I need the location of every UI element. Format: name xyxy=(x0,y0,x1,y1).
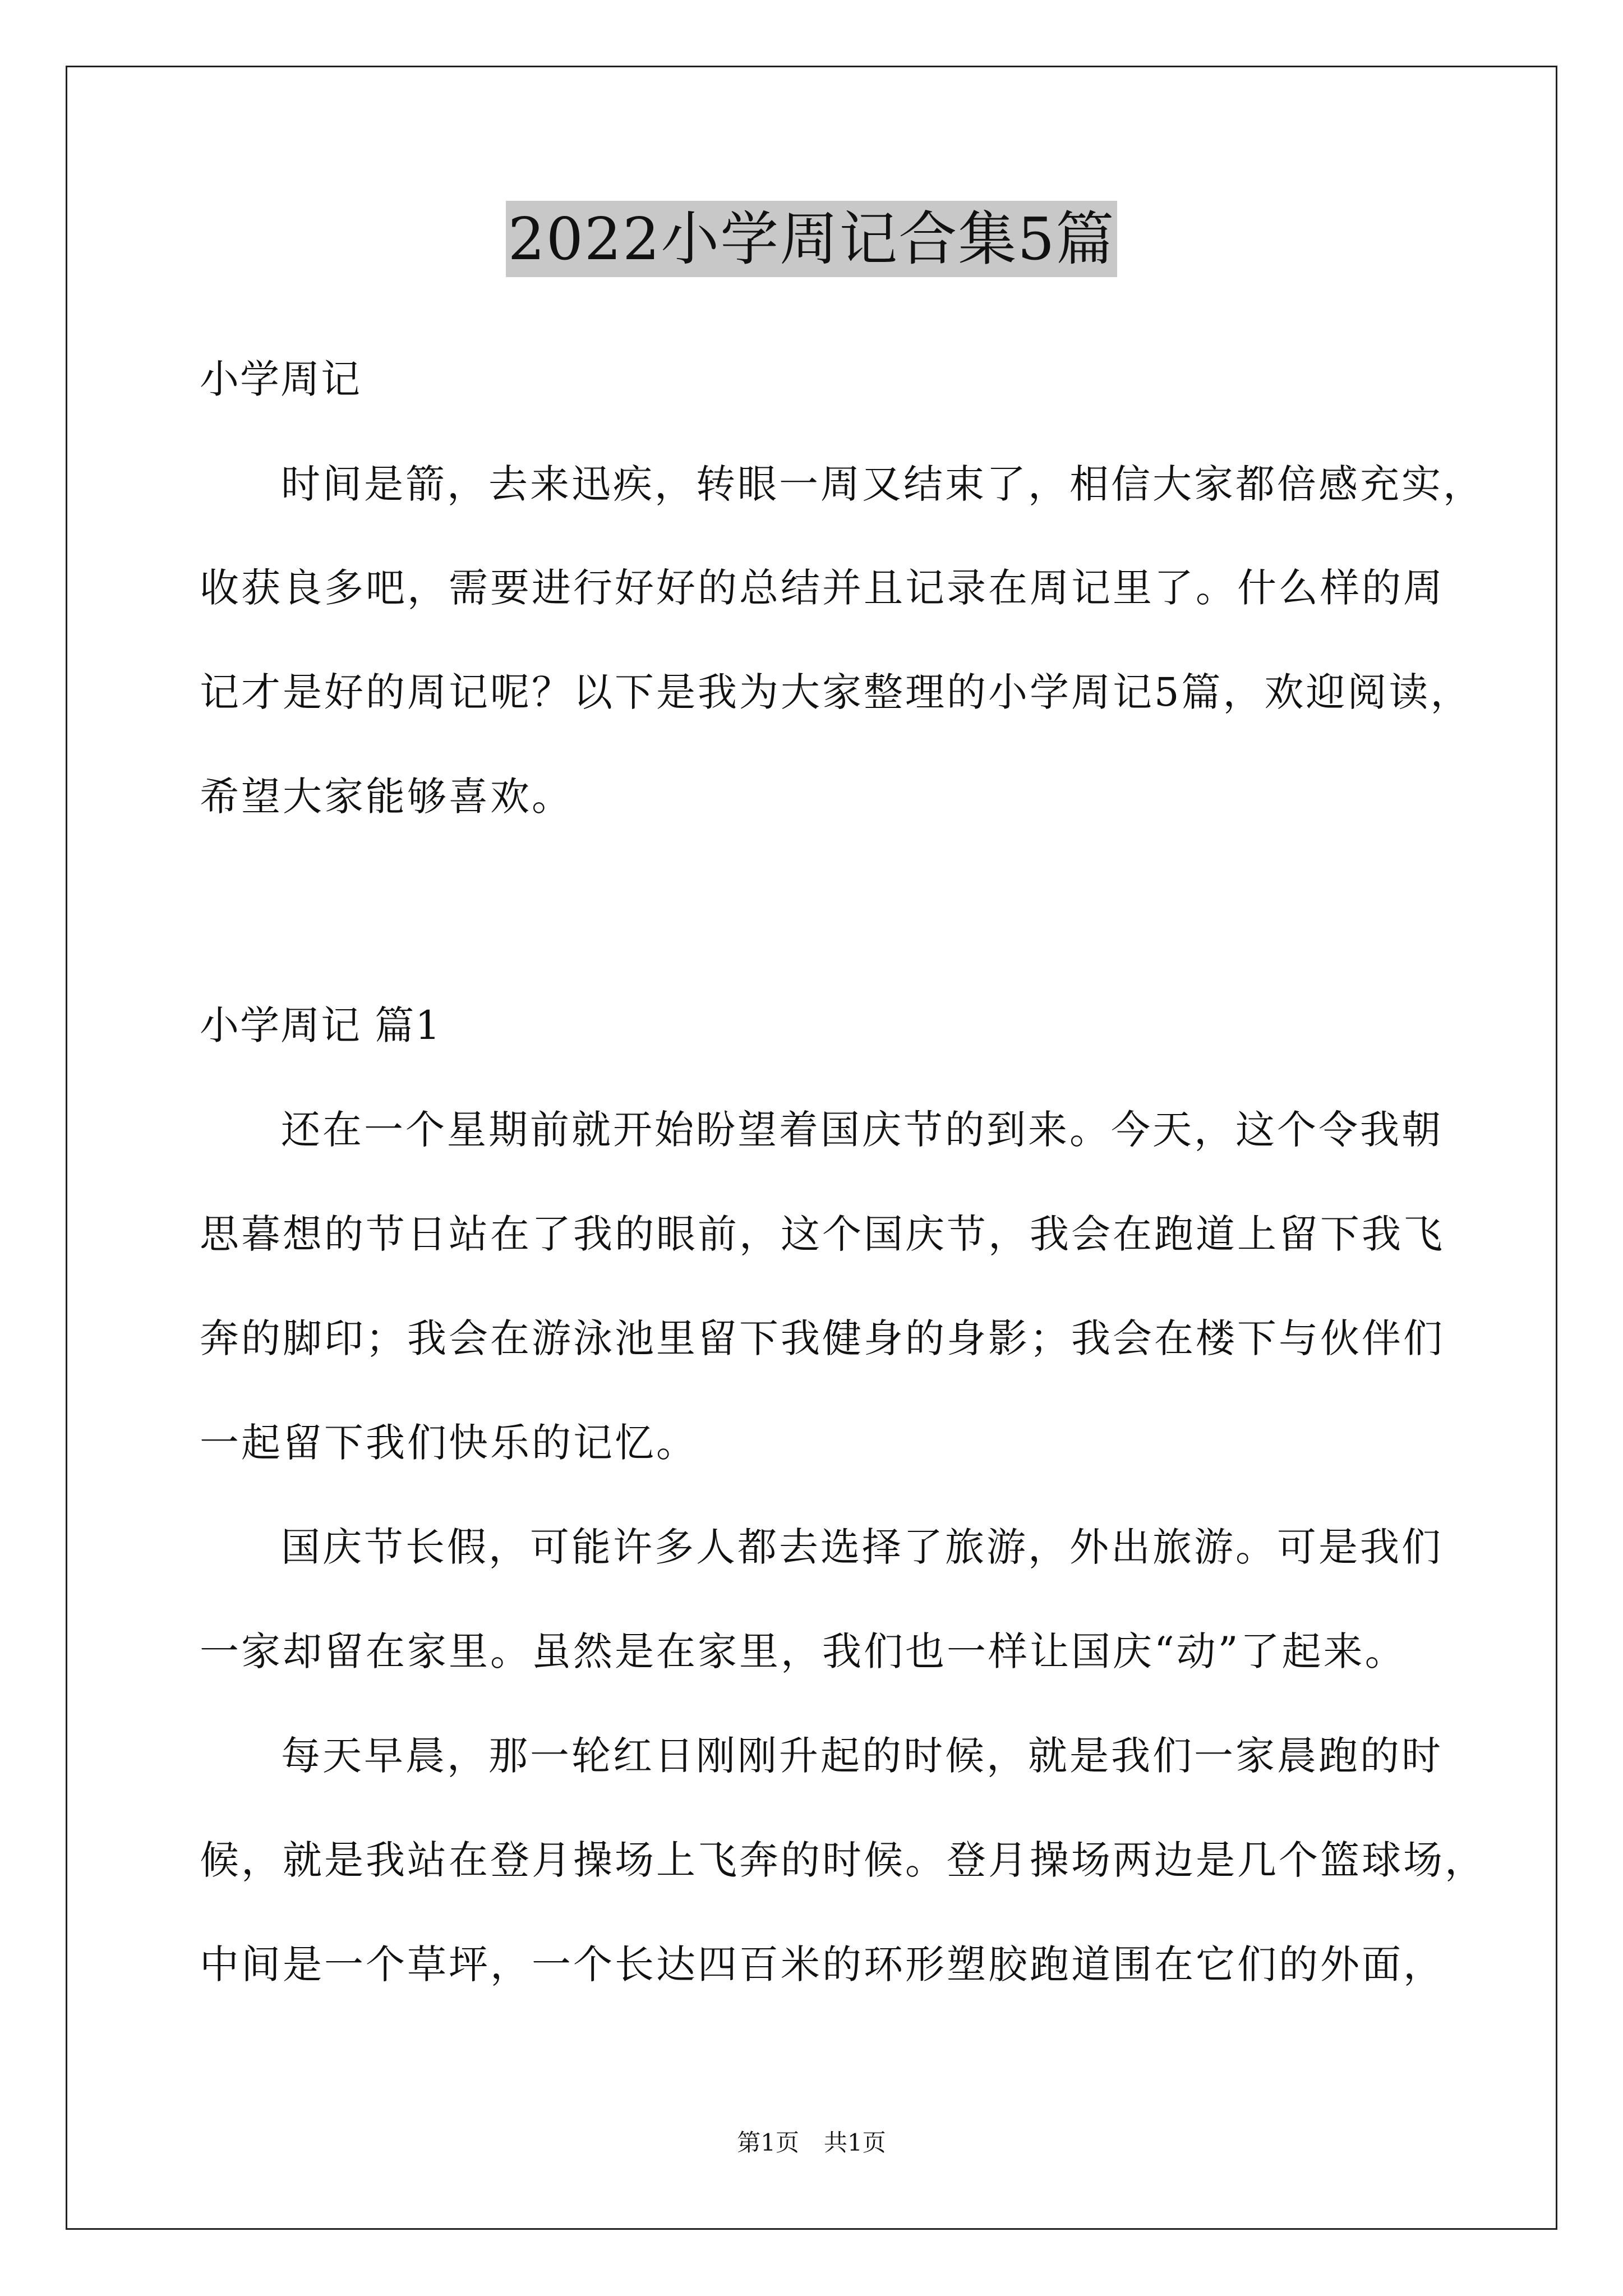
section1-para1-line: 奔的脚印；我会在游泳池里留下我健身的身影；我会在楼下与伙伴们 xyxy=(200,1315,1445,1361)
page-footer xyxy=(0,2127,1623,2159)
section1-para3-line: 候，就是我站在登月操场上飞奔的时候。登月操场两边是几个篮球场， xyxy=(200,1837,1486,1883)
intro-line: 记才是好的周记呢？以下是我为大家整理的小学周记5篇，欢迎阅读， xyxy=(200,669,1472,715)
section1-para1-line: 思暮想的节日站在了我的眼前，这个国庆节，我会在跑道上留下我飞 xyxy=(200,1211,1445,1257)
document-title: 2022小学周记合集5篇 xyxy=(506,201,1118,277)
section1-para1-line: 还在一个星期前就开始盼望着国庆节的到来。今天，这个令我朝 xyxy=(281,1107,1443,1153)
intro-line: 时间是箭，去来迅疾，转眼一周又结束了，相信大家都倍感充实， xyxy=(281,461,1484,507)
intro-line: 收获良多吧，需要进行好好的总结并且记录在周记里了。什么样的周 xyxy=(200,565,1445,611)
page-number-total: 共1页 xyxy=(824,2129,886,2156)
section1-para2-line: 一家却留在家里。虽然是在家里，我们也一样让国庆“动”了起来。 xyxy=(200,1628,1407,1674)
section1-para3-line: 每天早晨，那一轮红日刚刚升起的时候，就是我们一家晨跑的时 xyxy=(281,1733,1443,1779)
section1-heading: 小学周记 篇1 xyxy=(200,1002,441,1048)
section1-para2-line: 国庆节长假，可能许多人都去选择了旅游，外出旅游。可是我们 xyxy=(281,1524,1443,1570)
title-wrap xyxy=(0,201,1623,277)
page-number-current: 第1页 xyxy=(737,2129,799,2156)
intro-line: 希望大家能够喜欢。 xyxy=(200,774,573,820)
section1-para3-line: 中间是一个草坪，一个长达四百米的环形塑胶跑道围在它们的外面， xyxy=(200,1941,1445,1987)
intro-heading: 小学周记 xyxy=(200,356,361,402)
section1-para1-line: 一起留下我们快乐的记忆。 xyxy=(200,1420,698,1466)
